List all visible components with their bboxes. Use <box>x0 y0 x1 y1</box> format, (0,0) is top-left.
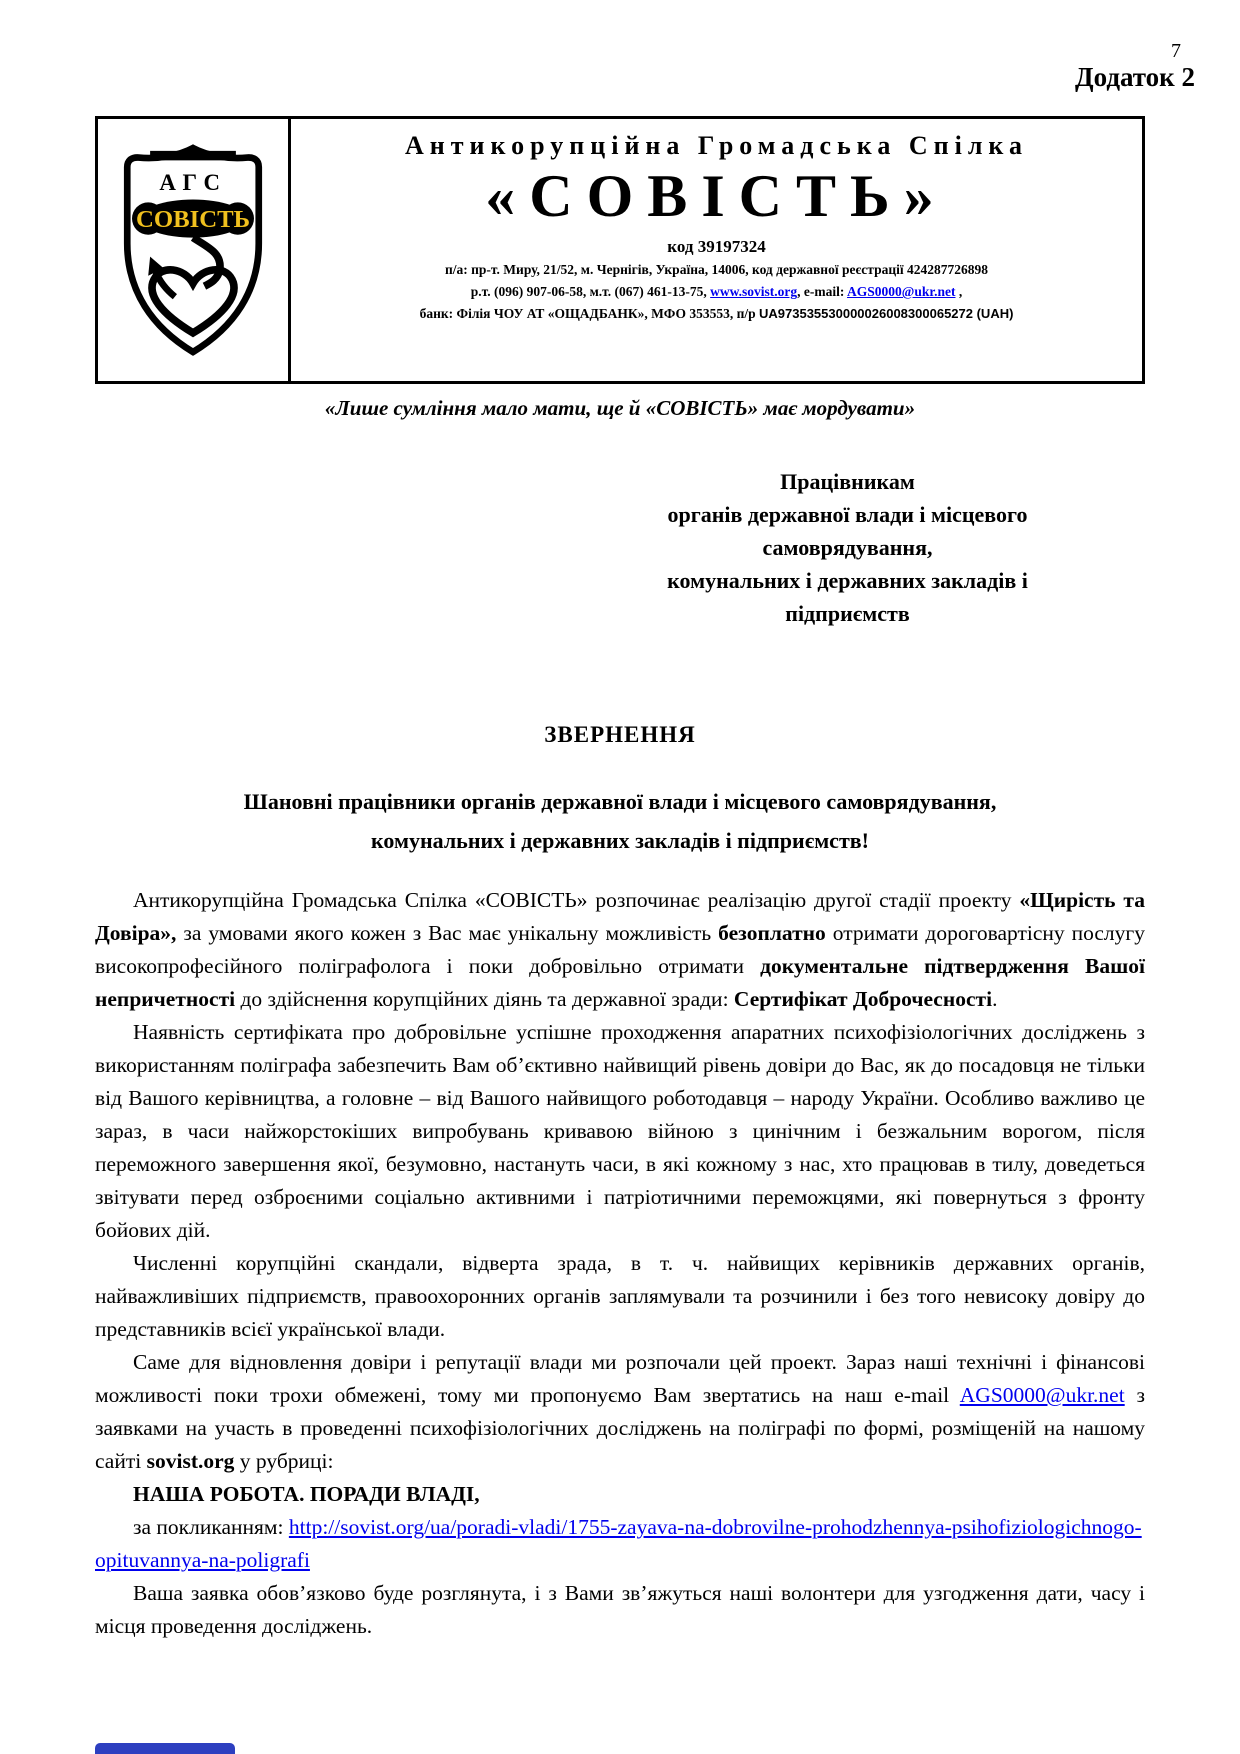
recipient-block <box>575 465 1120 630</box>
org-address: п/а: пр-т. Миру, 21/52, м. Чернігів, Україна, 14006, код державної реєстрації 424287726898 <box>445 262 988 277</box>
body-text: Наявність сертифіката про добровільне успішне проходження апаратних психофізіологічних досліджень з використанням поліграфа забезпечить Вам об’єктивно найвищий рівень довіри до Вас, як до посадовця не тільки від Вашого керівництва, а головне – від Вашого найвищого роботодавця – народу України. Особливо важливо це зараз, в часи найжорстокіших випробувань кривавою війною з цинічним і безжальним ворогом, після переможного завершення якої, безумовно, настануть часи, в які кожному з нас, хто працював в тилу, доведеться звітувати перед озброєними соціально активними і патріотичними переможцями, які повернуться з фронту бойових дій. <box>95 1020 1145 1242</box>
paragraph-project-intro <box>95 884 1145 1016</box>
body-text: за умовами якого кожен з Вас має унікальну можливість <box>176 921 719 945</box>
paragraph-rubric-title <box>95 1478 1145 1511</box>
paragraph-project-purpose <box>95 1346 1145 1478</box>
body-text: . <box>992 987 998 1011</box>
salutation-line: комунальних і державних закладів і підприємств! <box>371 828 869 853</box>
appeal-title: ЗВЕРНЕННЯ <box>544 722 696 747</box>
text-link[interactable]: http://sovist.org/ua/poradi-vladi/1755-zayava-na-dobrovilne-prohodzhennya-psihofiziologichnogo-opituvannya-na-poligrafi <box>95 1515 1142 1572</box>
page-header <box>145 40 1195 92</box>
contacts-email-label: , e-mail: <box>797 284 848 299</box>
site-link[interactable]: www.sovist.org <box>710 284 798 299</box>
recipient-line: Працівникам <box>780 469 915 494</box>
letterhead-text <box>291 119 1142 381</box>
recipient-line: комунальних і державних закладів і <box>667 568 1028 593</box>
email-link[interactable]: AGS0000@ukr.net <box>847 284 956 299</box>
contacts-phones: р.т. (096) 907-06-58, м.т. (067) 461-13-75, <box>470 284 711 299</box>
org-name: «СОВІСТЬ» <box>485 163 948 229</box>
body-text: до здійснення корупційних діянь та державної зради: <box>235 987 734 1011</box>
bold-text: безоплатно <box>718 921 826 945</box>
paragraph-corruption-scandals <box>95 1247 1145 1346</box>
bold-text: «Щирість та Довіра», <box>95 888 1145 945</box>
logo-band-text: СОВІСТЬ <box>135 206 251 234</box>
logo-acronym: АГС <box>159 169 227 195</box>
appeal-body <box>95 884 1145 1643</box>
body-text: Численні корупційні скандали, відверта зрада, в т. ч. найвищих керівників державних органів, найважливіших підприємств, правоохоронних органів заплямували та розчинили і без того невисоку довіру до представників всієї української влади. <box>95 1251 1145 1341</box>
bank-iban: UA973535530000026008300065272 (UAH) <box>759 306 1014 321</box>
body-text: Антикорупційна Громадська Спілка «СОВІСТЬ» розпочинає реалізацію другої стадії проекту <box>133 888 1020 912</box>
body-text: за покликанням: <box>133 1515 289 1539</box>
body-text: отримати дороговартісну послугу високопрофесійного поліграфолога і поки добровільно отримати <box>95 921 1145 978</box>
recipient-line: підприємств <box>785 601 910 626</box>
page-number: 7 <box>1171 40 1181 62</box>
org-motto: «Лише сумління мало мати, ще й «СОВІСТЬ» має мордувати» <box>324 396 916 420</box>
paragraph-volunteers-contact <box>95 1577 1145 1643</box>
bold-text: Сертифікат Доброчесності <box>733 987 993 1011</box>
paragraph-certificate-value <box>95 1016 1145 1247</box>
org-type: Антикорупційна Громадська Спілка <box>405 131 1028 160</box>
recipient-line: органів державної влади і місцевого <box>667 502 1028 527</box>
bold-text: документальне підтвердження Вашої непричетності <box>95 954 1145 1011</box>
logo-cell <box>98 119 291 381</box>
salutation-line: Шановні працівники органів державної влади і місцевого самоврядування, <box>243 789 997 814</box>
bold-text: sovist.org <box>146 1449 235 1473</box>
body-text: з заявками на участь в проведенні психофізіологічних досліджень на поліграфі по формі, розміщеній на нашому сайті <box>95 1383 1146 1473</box>
recipient-line: самоврядування, <box>762 535 933 560</box>
contacts-tail: , <box>955 284 963 299</box>
body-text: Ваша заявка обов’язково буде розглянута, і з Вами зв’яжуться наші волонтери для узгодження дати, часу і місця проведення досліджень. <box>95 1581 1145 1638</box>
body-text: у рубриці: <box>234 1449 334 1473</box>
body-text: НАША РОБОТА. ПОРАДИ ВЛАДІ, <box>133 1482 480 1506</box>
letterhead <box>95 116 1145 384</box>
annex-label: Додаток 2 <box>1075 62 1195 92</box>
salutation <box>95 782 1145 860</box>
org-code: код 39197324 <box>667 237 766 256</box>
cutoff-blue-bar <box>95 1743 235 1754</box>
body-text: Саме для відновлення довіри і репутації влади ми розпочали цей проект. Зараз наші технічні і фінансові можливості поки трохи обмежені, тому ми пропонуємо Вам звертатись на наш e-mail <box>95 1350 1145 1407</box>
org-contacts <box>291 283 1142 301</box>
org-logo-shield-icon <box>112 138 274 362</box>
paragraph-application-link <box>95 1511 1145 1577</box>
org-bank <box>291 305 1142 323</box>
text-link[interactable]: AGS0000@ukr.net <box>959 1383 1125 1407</box>
bank-details: банк: Філія ЧОУ АТ «ОЩАДБАНК», МФО 353553, п/р <box>419 306 759 321</box>
